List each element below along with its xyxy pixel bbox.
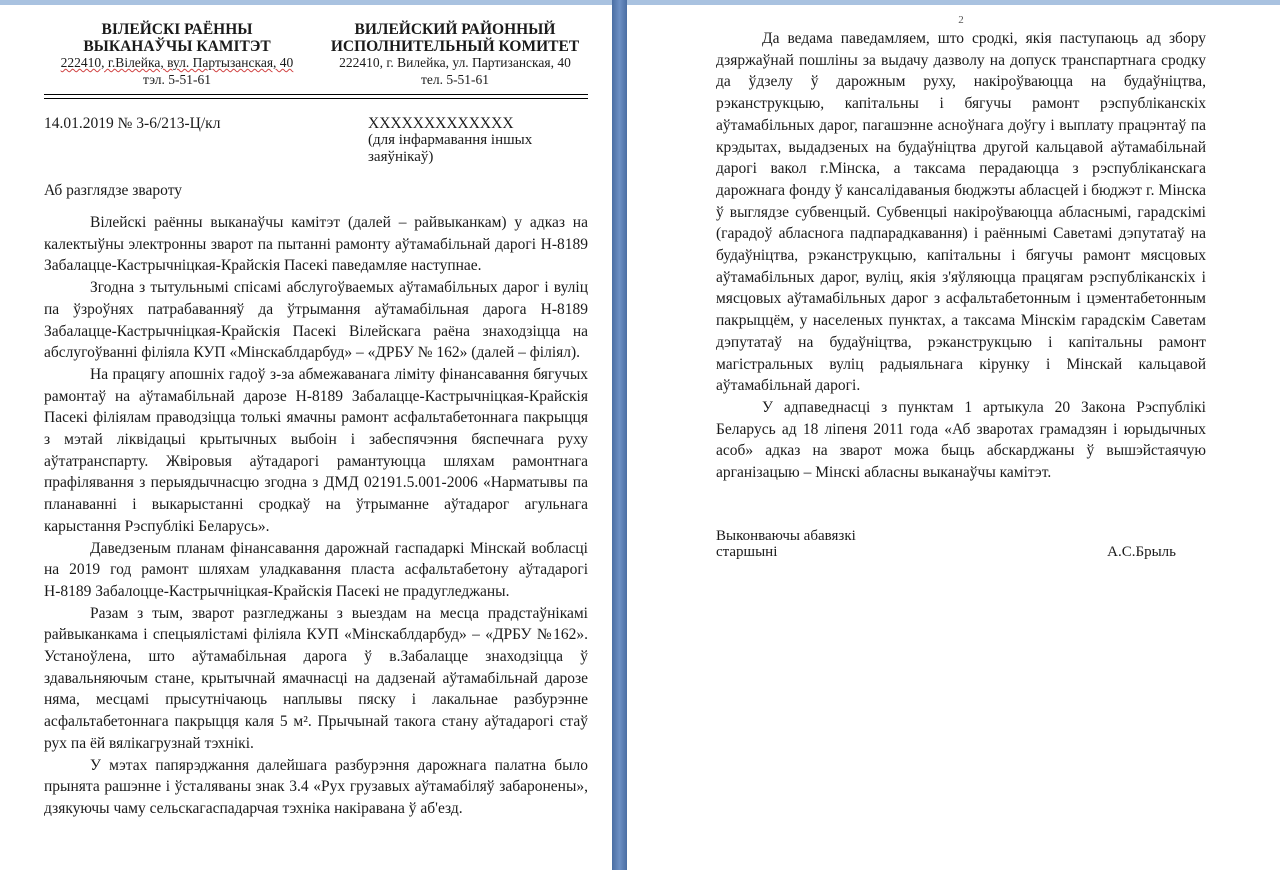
letter-body-page1: [44, 212, 588, 820]
signature-block: [716, 528, 1206, 561]
org-name-line1: ВИЛЕЙСКИЙ РАЙОННЫЙ: [354, 21, 556, 38]
paragraph: Вілейскі раённы выканаўчы камітэт (далей – райвыканкам) у адказ на калектыўны электронны зварот па пытанні рамонту аўтамабільнай дарогі Н-8189 Забалацце-Кастрычніцкая-Крайскія Пасекі паведамляе наступнае.: [44, 214, 588, 275]
letter-body-page2: [716, 28, 1206, 484]
document-page-2[interactable]: [716, 14, 1206, 561]
letter-date-number: 14.01.2019 № 3-6/213-Ц/кл: [44, 115, 221, 132]
paragraph: Разам з тым, зварот разгледжаны з выездам на месца прадстаўнікамі райвыканкама і спецыялістамі філіяла КУП «Мінскаблдарбуд» – «ДРБУ №162». Устаноўлена, што аўтамабільная дарога ў в.Забалацце знаходзіцца ў здавальняючым стане, крытычнай ямачнасці на дадзенай аўтамабільнай дарозе няма, месцамі прысутнічаюць наплывы пяску і лакальнае разбурэнне асфальтабетоннага пакрыцця каля 5 м². Прычынай такога стану аўтадарогі стаў рух па ёй вялікагрузнай тэхнікі.: [44, 604, 588, 752]
paragraph: Да ведама паведамляем, што сродкі, якія паступаюць ад збору дзяржаўнай пошліны за выдачу дазволу на допуск транспартнага сродку да ўдзелу ў дарожным руху, накіроўваюцца на будаўніцтва, рэканструкцыю, капітальны і бягучы рамонт рэспубліканскіх аўтамабільных дарог, пагашэнне асноўнага доўгу і выплату працэнтаў па крэдытах, выдадзеных на будаўніцтва другой кальцавой аўтамабільнай дарогі вакол г.Мінска, а таксама перадаюцца з рэспубліканскага дарожнага фонду ў кансалідаваныя бюджэты абласцей і бюджэт г. Мінска ў выглядзе субвенцый. Субвенцыі накіроўваюцца абласнымі, гарадскімі (гарадоў абласнога падпарадкавання) і раённымі Саветамі дэпутатаў на будаўніцтва, рэканструкцыю, капітальны і бягучы рамонт мясцовых аўтамабільных дарог, вуліц, якія з'яўляюцца працягам рэспубліканскіх і мясцовых аўтамабільных дарог з асфальтабетонным і цэментабетонным пакрыццём, у населеных пунктах, а таксама Мінскім гарадскім Саветам дэпутатаў на будаўніцтва, рэканструкцыю і капітальны рамонт магістральных вуліц радыяльнага кірунку і Мінскай кальцавой аўтамабільнай дарогі.: [716, 30, 1206, 395]
letter-meta: [44, 115, 588, 166]
org-phone: тэл. 5-51-61: [142, 71, 211, 87]
document-page-1[interactable]: [44, 22, 588, 820]
page-separator: [612, 0, 627, 870]
paragraph: У адпаведнасці з пунктам 1 артыкула 20 Закона Рэспублікі Беларусь ад 18 ліпеня 2011 года «Аб зваротах грамадзян і юрыдычных асоб» адказ на зварот можа быць абскарджаны ў вышэйстаячую арганізацыю – Мінскі абласны выканаўчы камітэт.: [716, 398, 1206, 482]
recipient-note: (для інфармавання іншых заяўнікаў): [368, 132, 533, 165]
ruler-bar: [0, 0, 1280, 5]
org-name-line1: ВІЛЕЙСКІ РАЁННЫ: [101, 21, 253, 38]
recipient: [368, 115, 588, 166]
org-address: 222410, г.Вілейка, вул. Партызанская, 40: [60, 55, 294, 70]
letterhead-russian: [322, 22, 588, 88]
signature-name: А.С.Брыль: [1107, 544, 1176, 561]
letter-subject: Аб разглядзе звароту: [44, 182, 183, 199]
org-address: 222410, г. Вилейка, ул. Партизанская, 40: [339, 55, 571, 70]
signature-title-line2: старшыні: [716, 544, 778, 561]
letterhead: [44, 22, 588, 88]
letterhead-belarusian: [44, 22, 310, 88]
signature-title-line1: Выконваючы абавязкі: [716, 527, 856, 544]
paragraph: У мэтах папярэджання далейшага разбурэння дарожнага палатна было прынята рашэнне і ўсталяваны знак 3.4 «Рух грузавых аўтамабіляў забаронены», дзякуючы чаму сельскагаспадарчая тэхніка накіравана ў аб'езд.: [44, 756, 588, 817]
signature-title: [716, 528, 856, 561]
org-name-line2: ИСПОЛНИТЕЛЬНЫЙ КОМИТЕТ: [330, 37, 580, 55]
recipient-name: XXXXXXXXXXXXX: [368, 115, 514, 132]
letterhead-divider: [44, 94, 588, 99]
paragraph: Згодна з тытульнымі спісамі абслугоўваемых аўтамабільных дарог і вуліц па ўзроўнях патрабаванняў да ўтрымання аўтамабільная дарога Н-8189 Забалацце-Кастрычніцкая-Крайскія Пасекі Вілейскага раёна знаходзіцца на абслугоўванні філіяла КУП «Мінскаблдарбуд» – «ДРБУ № 162» (далей – філіял).: [44, 279, 588, 362]
paragraph: На працягу апошніх гадоў з-за абмежаванага ліміту фінансавання бягучых рамонтаў на аўтамабільнай дарозе Н-8189 Забалацце-Кастрычніцкая-Крайскія Пасекі філіялам праводзіцца толькі ямачны рамонт асфальтабетоннага пакрыцця з мэтай ліквідацыі крытычных выбоін і забеспячэння бяспечнага руху аўтатранспарту. Жвіровыя аўтадарогі рамантуюцца шляхам рамонтнага прафілявання з перыядычнасцю згодна з ДМД 02191.5.001-2006 «Нарматывы па планаванні і выкарыстанні сродкаў на ўтрыманне аўтадарог агульнага карыстання Рэспублікі Беларусь».: [44, 365, 588, 535]
org-name-line2: ВЫКАНАЎЧЫ КАМІТЭТ: [83, 37, 271, 55]
page-number: 2: [958, 14, 964, 26]
org-phone: тел. 5-51-61: [420, 71, 490, 87]
paragraph: Даведзеным планам фінансавання дарожнай гаспадаркі Мінскай вобласці на 2019 год рамонт шляхам уладкавання пласта асфальтабетону аўтадарогі Н-8189 Забалоцце-Кастрычніцкая-Крайскія Пасекі не прадугледжаны.: [44, 539, 588, 600]
